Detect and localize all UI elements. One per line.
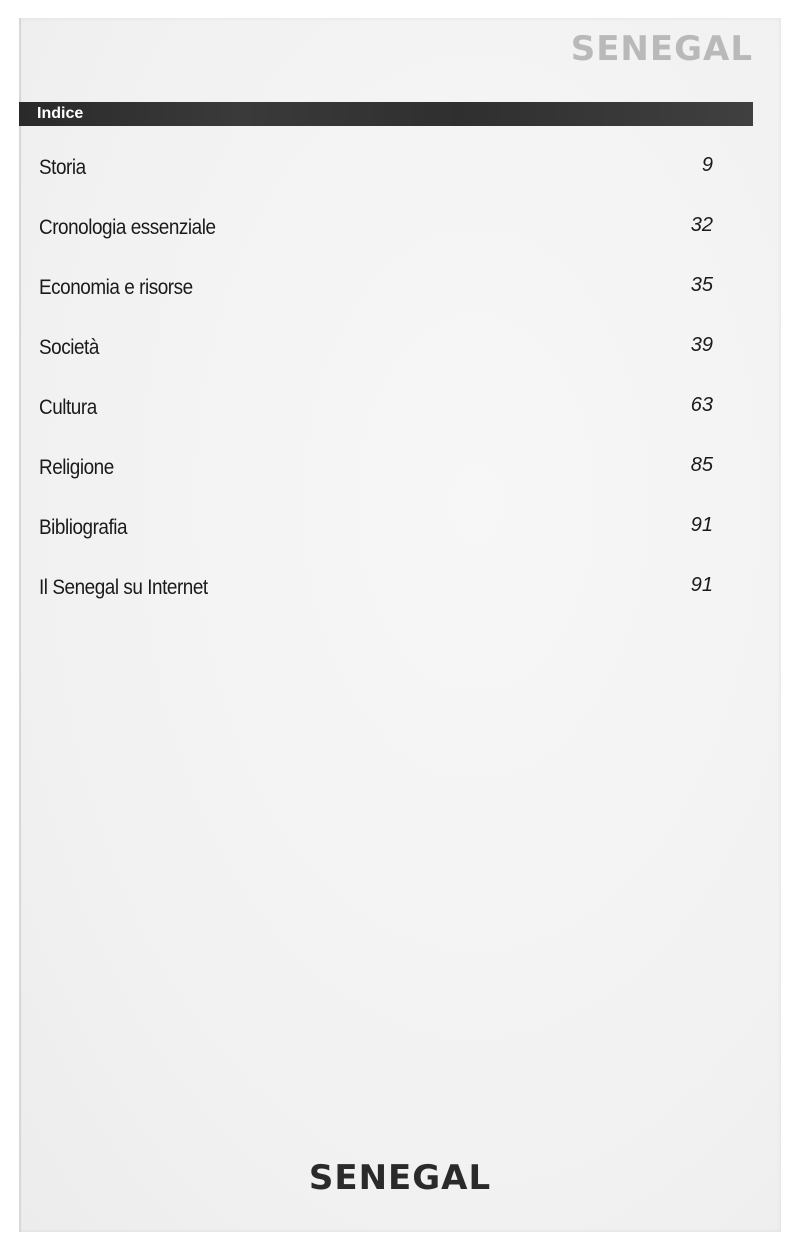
book-page	[19, 18, 781, 1232]
toc-entry-page: 32	[690, 214, 713, 236]
toc-entry-page: 35	[690, 274, 713, 296]
toc-entry-page: 85	[690, 454, 713, 476]
senegal-logo-bottom: SENEGAL	[308, 1158, 492, 1198]
toc-entry-page: 91	[690, 574, 713, 596]
toc-entry-title: Società	[39, 336, 99, 359]
toc-entry	[19, 270, 781, 330]
toc-entry	[19, 150, 781, 210]
toc-entry-page: 91	[690, 514, 713, 536]
index-title: Indice	[37, 105, 84, 122]
toc-entry	[19, 570, 781, 630]
table-of-contents	[19, 150, 781, 630]
toc-entry-title: Il Senegal su Internet	[39, 576, 208, 599]
toc-entry	[19, 390, 781, 450]
toc-entry-page: 9	[701, 154, 713, 176]
senegal-logo-top: SENEGAL	[570, 29, 753, 69]
toc-entry	[19, 510, 781, 570]
toc-entry	[19, 330, 781, 390]
toc-entry-title: Cronologia essenziale	[39, 216, 216, 239]
toc-entry	[19, 210, 781, 270]
toc-entry-page: 63	[690, 394, 713, 416]
toc-entry	[19, 450, 781, 510]
toc-entry-title: Storia	[39, 156, 86, 179]
toc-entry-title: Religione	[39, 456, 114, 479]
toc-entry-title: Cultura	[39, 396, 97, 419]
toc-entry-title: Bibliografia	[39, 516, 128, 539]
toc-entry-title: Economia e risorse	[39, 276, 193, 299]
index-header-bar	[19, 102, 753, 126]
toc-entry-page: 39	[690, 334, 713, 356]
